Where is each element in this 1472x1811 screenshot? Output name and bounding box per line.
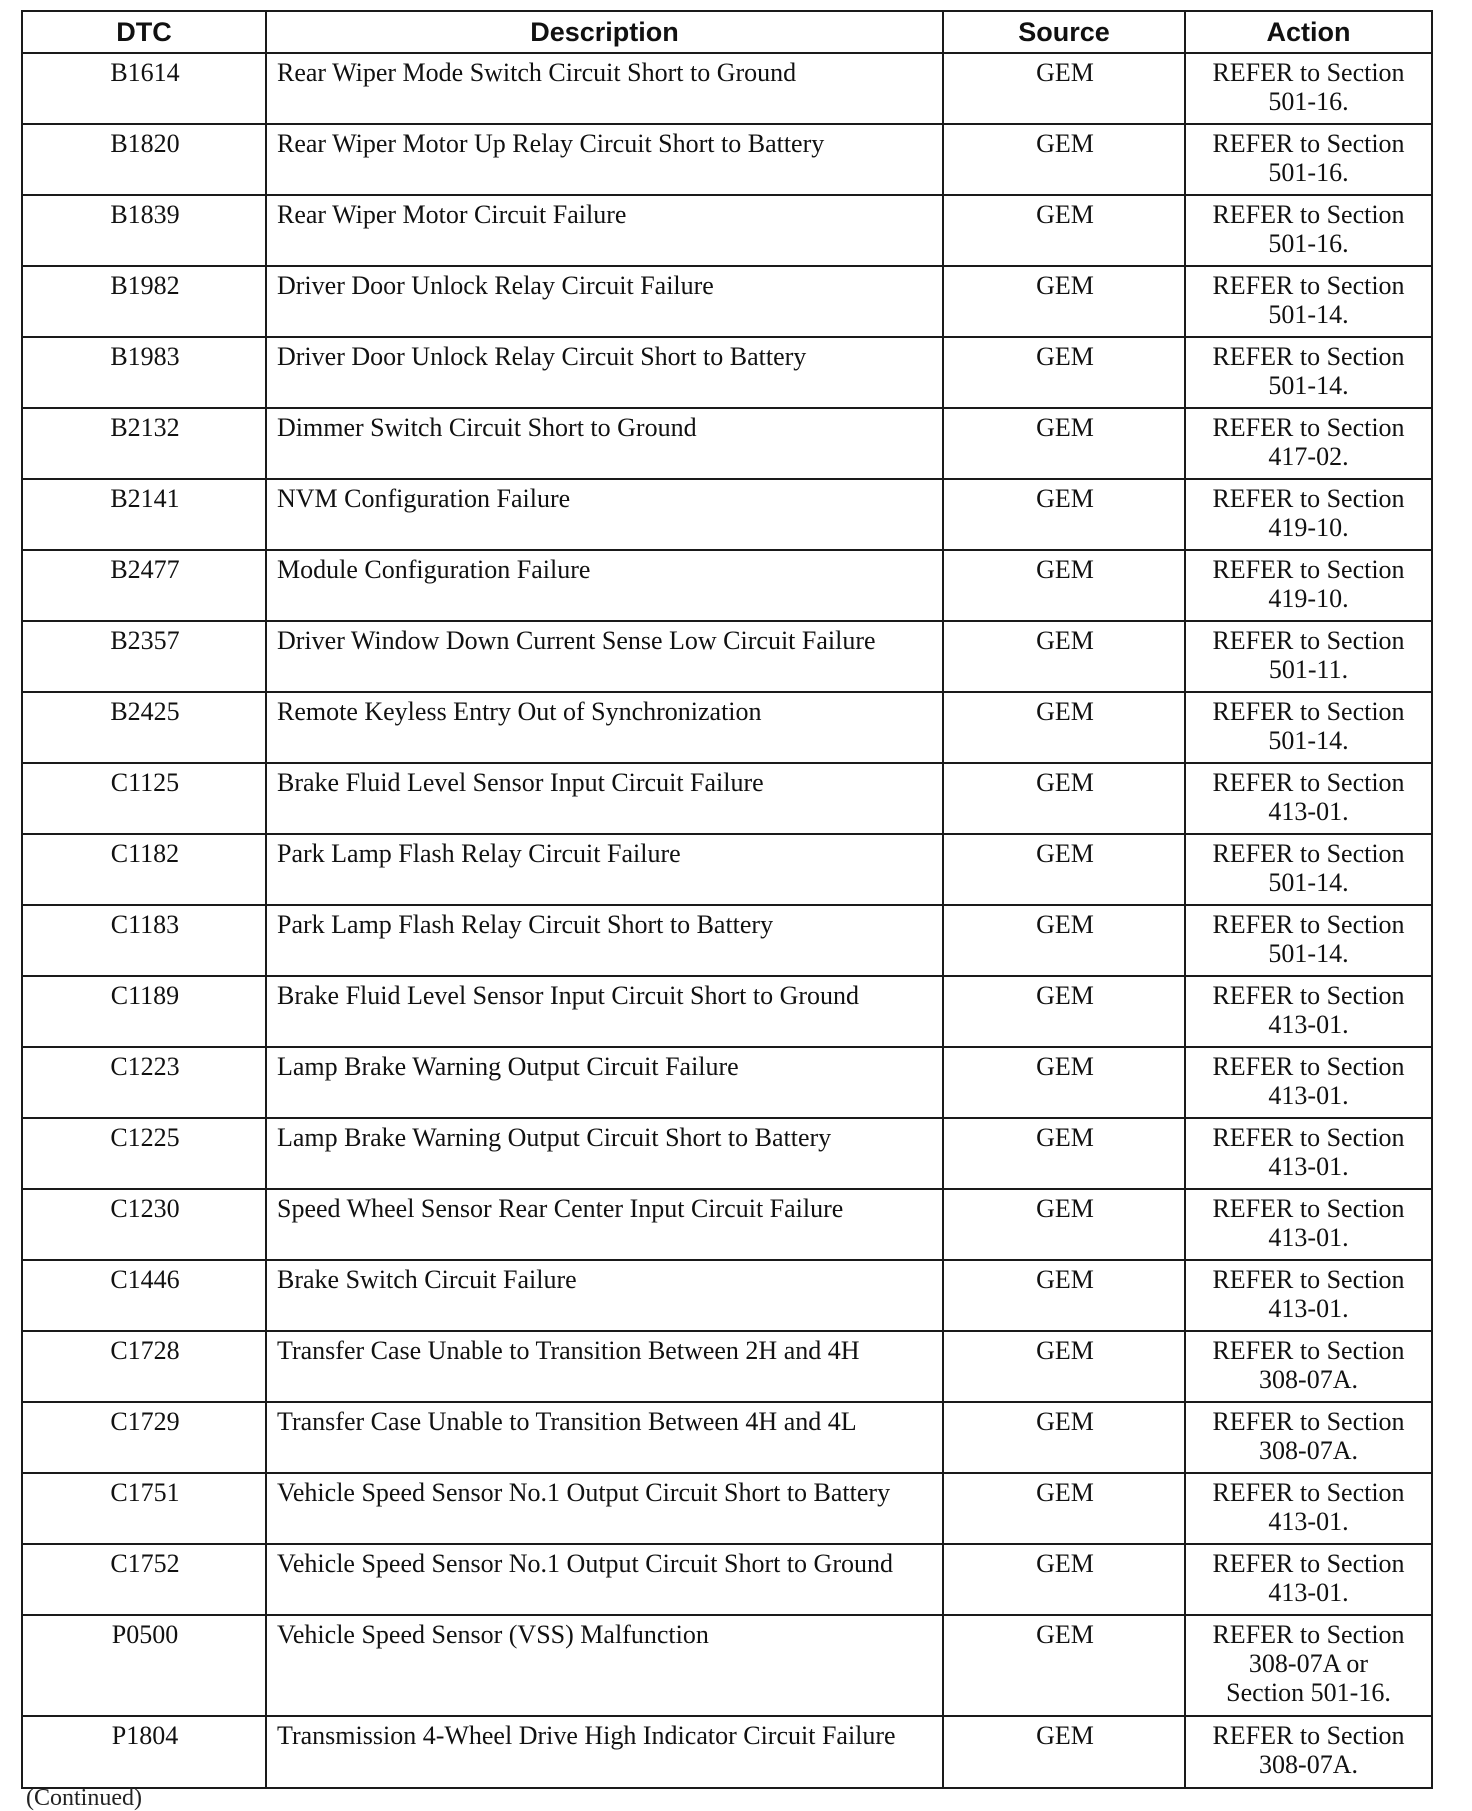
dtc-description: Rear Wiper Mode Switch Circuit Short to Ground: [266, 53, 943, 124]
dtc-source: GEM: [943, 976, 1185, 1047]
action-line: 501-16.: [1268, 87, 1349, 116]
action-line: 413-01.: [1268, 1294, 1349, 1323]
dtc-source: GEM: [943, 1118, 1185, 1189]
action-line: REFER to Section: [1212, 1265, 1405, 1294]
action-line: 501-11.: [1268, 655, 1349, 684]
table-row: [22, 692, 1432, 763]
dtc-code: B2132: [22, 408, 266, 479]
table-row: [22, 1615, 1432, 1716]
dtc-source: GEM: [943, 692, 1185, 763]
dtc-action: [1185, 337, 1432, 408]
table-row: [22, 53, 1432, 124]
action-line: 413-01.: [1268, 1081, 1349, 1110]
dtc-action: [1185, 834, 1432, 905]
dtc-code: C1225: [22, 1118, 266, 1189]
table-row: [22, 337, 1432, 408]
action-line: REFER to Section: [1212, 413, 1405, 442]
action-line: REFER to Section: [1212, 981, 1405, 1010]
table-row: [22, 834, 1432, 905]
table-row: [22, 124, 1432, 195]
action-line: 501-16.: [1268, 158, 1349, 187]
action-line: 419-10.: [1268, 513, 1349, 542]
action-line: REFER to Section: [1212, 1123, 1405, 1152]
dtc-code: C1125: [22, 763, 266, 834]
table-row: [22, 1189, 1432, 1260]
action-line: 413-01.: [1268, 1223, 1349, 1252]
dtc-source: GEM: [943, 1047, 1185, 1118]
action-line: 413-01.: [1268, 1152, 1349, 1181]
dtc-description: Transfer Case Unable to Transition Between 4H and 4L: [266, 1402, 943, 1473]
table-row: [22, 1047, 1432, 1118]
dtc-description: Brake Switch Circuit Failure: [266, 1260, 943, 1331]
action-line: REFER to Section: [1212, 1549, 1405, 1578]
dtc-action: [1185, 124, 1432, 195]
table-row: [22, 976, 1432, 1047]
dtc-description: Dimmer Switch Circuit Short to Ground: [266, 408, 943, 479]
table-row: [22, 195, 1432, 266]
dtc-code: C1729: [22, 1402, 266, 1473]
dtc-action: [1185, 550, 1432, 621]
dtc-description: Module Configuration Failure: [266, 550, 943, 621]
dtc-source: GEM: [943, 834, 1185, 905]
dtc-action: [1185, 1402, 1432, 1473]
dtc-source: GEM: [943, 195, 1185, 266]
dtc-description: Vehicle Speed Sensor No.1 Output Circuit Short to Battery: [266, 1473, 943, 1544]
dtc-description: NVM Configuration Failure: [266, 479, 943, 550]
table-row: [22, 1260, 1432, 1331]
dtc-action: [1185, 408, 1432, 479]
table-row: [22, 763, 1432, 834]
dtc-code: C1446: [22, 1260, 266, 1331]
dtc-code: C1751: [22, 1473, 266, 1544]
table-row: [22, 408, 1432, 479]
dtc-source: GEM: [943, 905, 1185, 976]
action-line: REFER to Section: [1212, 129, 1405, 158]
dtc-source: GEM: [943, 408, 1185, 479]
action-line: REFER to Section: [1212, 626, 1405, 655]
dtc-action: [1185, 53, 1432, 124]
dtc-source: GEM: [943, 1544, 1185, 1615]
dtc-code: B1839: [22, 195, 266, 266]
dtc-code: B2141: [22, 479, 266, 550]
dtc-source: GEM: [943, 53, 1185, 124]
dtc-action: [1185, 1189, 1432, 1260]
dtc-action: [1185, 1260, 1432, 1331]
dtc-code: C1230: [22, 1189, 266, 1260]
dtc-action: [1185, 905, 1432, 976]
action-line: REFER to Section: [1212, 58, 1405, 87]
dtc-code: C1752: [22, 1544, 266, 1615]
dtc-source: GEM: [943, 1716, 1185, 1788]
action-line: 413-01.: [1268, 1578, 1349, 1607]
dtc-source: GEM: [943, 1615, 1185, 1716]
action-line: 413-01.: [1268, 1507, 1349, 1536]
header-source: Source: [943, 11, 1185, 53]
dtc-action: [1185, 195, 1432, 266]
dtc-description: Park Lamp Flash Relay Circuit Short to Battery: [266, 905, 943, 976]
action-line: 308-07A.: [1259, 1365, 1358, 1394]
action-line: 413-01.: [1268, 1010, 1349, 1039]
action-line: 501-14.: [1268, 371, 1349, 400]
dtc-description: Lamp Brake Warning Output Circuit Short to Battery: [266, 1118, 943, 1189]
table-row: [22, 1402, 1432, 1473]
dtc-source: GEM: [943, 763, 1185, 834]
action-line: REFER to Section: [1212, 1478, 1405, 1507]
dtc-action: [1185, 1473, 1432, 1544]
dtc-code: C1183: [22, 905, 266, 976]
action-line: 501-14.: [1268, 868, 1349, 897]
header-description: Description: [266, 11, 943, 53]
action-line: 308-07A.: [1259, 1750, 1358, 1779]
dtc-source: GEM: [943, 1331, 1185, 1402]
dtc-action: [1185, 1118, 1432, 1189]
dtc-code: C1728: [22, 1331, 266, 1402]
action-line: 501-14.: [1268, 300, 1349, 329]
action-line: REFER to Section: [1212, 910, 1405, 939]
dtc-code: B2357: [22, 621, 266, 692]
dtc-code: C1182: [22, 834, 266, 905]
dtc-source: GEM: [943, 1473, 1185, 1544]
dtc-description: Park Lamp Flash Relay Circuit Failure: [266, 834, 943, 905]
action-line: REFER to Section: [1212, 1407, 1405, 1436]
dtc-description: Driver Door Unlock Relay Circuit Short to Battery: [266, 337, 943, 408]
action-line: REFER to Section: [1212, 200, 1405, 229]
dtc-action: [1185, 692, 1432, 763]
action-line: REFER to Section: [1212, 839, 1405, 868]
dtc-code: B1820: [22, 124, 266, 195]
table-row: [22, 550, 1432, 621]
dtc-description: Driver Door Unlock Relay Circuit Failure: [266, 266, 943, 337]
table-row: [22, 621, 1432, 692]
dtc-source: GEM: [943, 479, 1185, 550]
table-header-row: [22, 11, 1432, 53]
action-line: 419-10.: [1268, 584, 1349, 613]
dtc-action: [1185, 763, 1432, 834]
action-line: REFER to Section: [1212, 1052, 1405, 1081]
dtc-action: [1185, 976, 1432, 1047]
action-line: REFER to Section: [1212, 768, 1405, 797]
table-row: [22, 1331, 1432, 1402]
action-line: REFER to Section: [1212, 342, 1405, 371]
header-dtc: DTC: [22, 11, 266, 53]
dtc-action: [1185, 1047, 1432, 1118]
dtc-code: P0500: [22, 1615, 266, 1716]
dtc-description: Transmission 4-Wheel Drive High Indicator Circuit Failure: [266, 1716, 943, 1788]
action-line: 501-14.: [1268, 726, 1349, 755]
dtc-code: B2425: [22, 692, 266, 763]
dtc-code: B1982: [22, 266, 266, 337]
action-line: REFER to Section: [1212, 697, 1405, 726]
dtc-description: Vehicle Speed Sensor No.1 Output Circuit Short to Ground: [266, 1544, 943, 1615]
action-line: REFER to Section: [1212, 555, 1405, 584]
dtc-description: Vehicle Speed Sensor (VSS) Malfunction: [266, 1615, 943, 1716]
dtc-action: [1185, 1544, 1432, 1615]
action-line: 501-14.: [1268, 939, 1349, 968]
dtc-description: Speed Wheel Sensor Rear Center Input Circuit Failure: [266, 1189, 943, 1260]
action-line: 417-02.: [1268, 442, 1349, 471]
dtc-action: [1185, 1615, 1432, 1716]
table-row: [22, 479, 1432, 550]
action-line: REFER to Section: [1212, 1194, 1405, 1223]
header-action: Action: [1185, 11, 1432, 53]
action-line: REFER to Section: [1212, 1721, 1405, 1750]
dtc-description: Brake Fluid Level Sensor Input Circuit Failure: [266, 763, 943, 834]
dtc-source: GEM: [943, 124, 1185, 195]
table-row: [22, 1544, 1432, 1615]
table-row: [22, 905, 1432, 976]
dtc-description: Brake Fluid Level Sensor Input Circuit Short to Ground: [266, 976, 943, 1047]
dtc-action: [1185, 479, 1432, 550]
dtc-description: Remote Keyless Entry Out of Synchronization: [266, 692, 943, 763]
dtc-source: GEM: [943, 1260, 1185, 1331]
dtc-code: B1614: [22, 53, 266, 124]
action-line: REFER to Section: [1212, 484, 1405, 513]
dtc-description: Lamp Brake Warning Output Circuit Failure: [266, 1047, 943, 1118]
table-row: [22, 266, 1432, 337]
table-row: [22, 1716, 1432, 1788]
dtc-source: GEM: [943, 621, 1185, 692]
action-line: REFER to Section: [1212, 1336, 1405, 1365]
continued-note: (Continued): [26, 1785, 142, 1811]
dtc-description: Rear Wiper Motor Circuit Failure: [266, 195, 943, 266]
action-line: 308-07A.: [1259, 1436, 1358, 1465]
dtc-code: C1189: [22, 976, 266, 1047]
dtc-action: [1185, 266, 1432, 337]
dtc-code: B2477: [22, 550, 266, 621]
dtc-source: GEM: [943, 550, 1185, 621]
dtc-description: Transfer Case Unable to Transition Between 2H and 4H: [266, 1331, 943, 1402]
dtc-action: [1185, 1331, 1432, 1402]
dtc-code: P1804: [22, 1716, 266, 1788]
action-line: REFER to Section: [1212, 271, 1405, 300]
action-line: Section 501-16.: [1226, 1678, 1391, 1707]
dtc-action: [1185, 621, 1432, 692]
dtc-source: GEM: [943, 337, 1185, 408]
table-body: [22, 53, 1432, 1788]
action-line: 501-16.: [1268, 229, 1349, 258]
table-row: [22, 1118, 1432, 1189]
table-row: [22, 1473, 1432, 1544]
dtc-description: Driver Window Down Current Sense Low Circuit Failure: [266, 621, 943, 692]
action-line: REFER to Section: [1212, 1620, 1405, 1649]
action-line: 308-07A or: [1248, 1649, 1369, 1678]
dtc-table: [21, 10, 1433, 1789]
dtc-code: C1223: [22, 1047, 266, 1118]
dtc-source: GEM: [943, 266, 1185, 337]
action-line: 413-01.: [1268, 797, 1349, 826]
dtc-code: B1983: [22, 337, 266, 408]
dtc-source: GEM: [943, 1189, 1185, 1260]
dtc-description: Rear Wiper Motor Up Relay Circuit Short to Battery: [266, 124, 943, 195]
dtc-source: GEM: [943, 1402, 1185, 1473]
dtc-action: [1185, 1716, 1432, 1788]
